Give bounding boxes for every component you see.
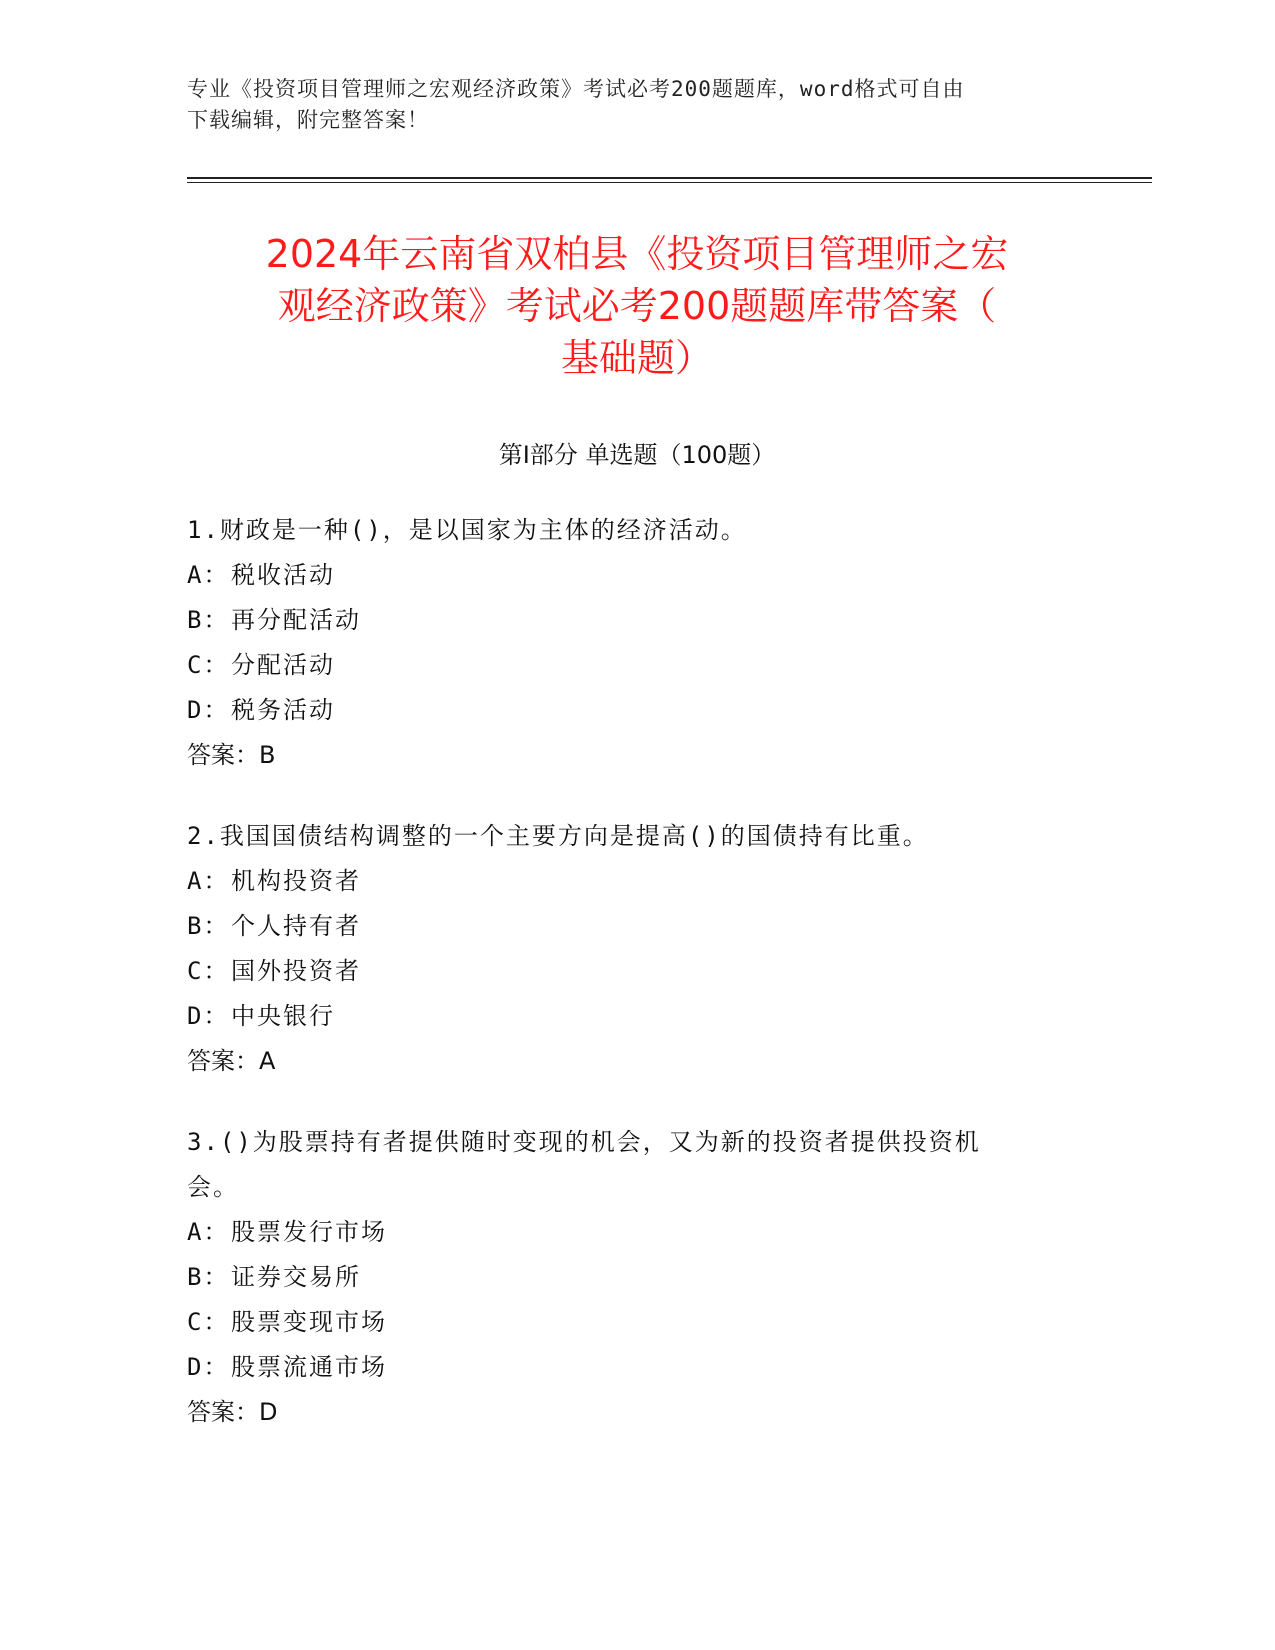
option-text: 机构投资者 [231,867,361,895]
question-2 [187,814,1067,1084]
header-divider-thin [187,182,1152,183]
answer-line: 答案：A [187,1047,276,1075]
question-stem-continued: 会。 [187,1173,239,1201]
option-d [187,1345,1067,1390]
option-key: A： [187,1218,230,1246]
option-b [187,598,1067,643]
option-text: 个人持有者 [231,912,361,940]
title-line: 观经济政策》考试必考200题题库带答案（ [277,284,997,328]
answer-line: 答案：B [187,741,276,769]
option-key: C： [187,1308,230,1336]
header-note-line: 下载编辑，附完整答案！ [187,108,429,132]
option-key: A： [187,561,230,589]
option-text: 税收活动 [231,561,335,589]
option-key: C： [187,957,230,985]
option-text: 证券交易所 [231,1263,361,1291]
option-text: 国外投资者 [231,957,361,985]
question-stem: 1.财政是一种()，是以国家为主体的经济活动。 [187,516,747,544]
title-line: 基础题） [560,336,713,380]
option-a [187,553,1067,598]
option-d [187,994,1067,1039]
option-text: 再分配活动 [231,606,361,634]
answer-line: 答案：D [187,1398,278,1426]
option-key: B： [187,606,230,634]
option-text: 股票变现市场 [231,1308,387,1336]
option-c [187,949,1067,994]
option-key: B： [187,1263,230,1291]
question-stem: 2.我国国债结构调整的一个主要方向是提高()的国债持有比重。 [187,822,929,850]
option-d [187,688,1067,733]
option-b [187,1255,1067,1300]
option-key: D： [187,1353,230,1381]
option-key: B： [187,912,230,940]
option-key: A： [187,867,230,895]
option-text: 股票流通市场 [231,1353,387,1381]
option-text: 分配活动 [231,651,335,679]
header-note-line: 专业《投资项目管理师之宏观经济政策》考试必考200题题库，word格式可自由 [187,77,965,101]
option-a [187,859,1067,904]
section-heading: 第Ⅰ部分 单选题（100题） [498,441,776,469]
option-key: D： [187,1002,230,1030]
header-divider-thick [187,177,1152,179]
question-stem: 3.()为股票持有者提供随时变现的机会，又为新的投资者提供投资机 [187,1128,981,1156]
option-b [187,904,1067,949]
question-1 [187,508,1067,778]
option-c [187,1300,1067,1345]
option-text: 税务活动 [231,696,335,724]
question-3 [187,1120,1067,1435]
header-note [187,74,1067,136]
option-key: D： [187,696,230,724]
document-title [187,228,1087,384]
title-line: 2024年云南省双柏县《投资项目管理师之宏 [265,232,1009,276]
option-text: 股票发行市场 [231,1218,387,1246]
option-c [187,643,1067,688]
option-key: C： [187,651,230,679]
option-text: 中央银行 [231,1002,335,1030]
option-a [187,1210,1067,1255]
